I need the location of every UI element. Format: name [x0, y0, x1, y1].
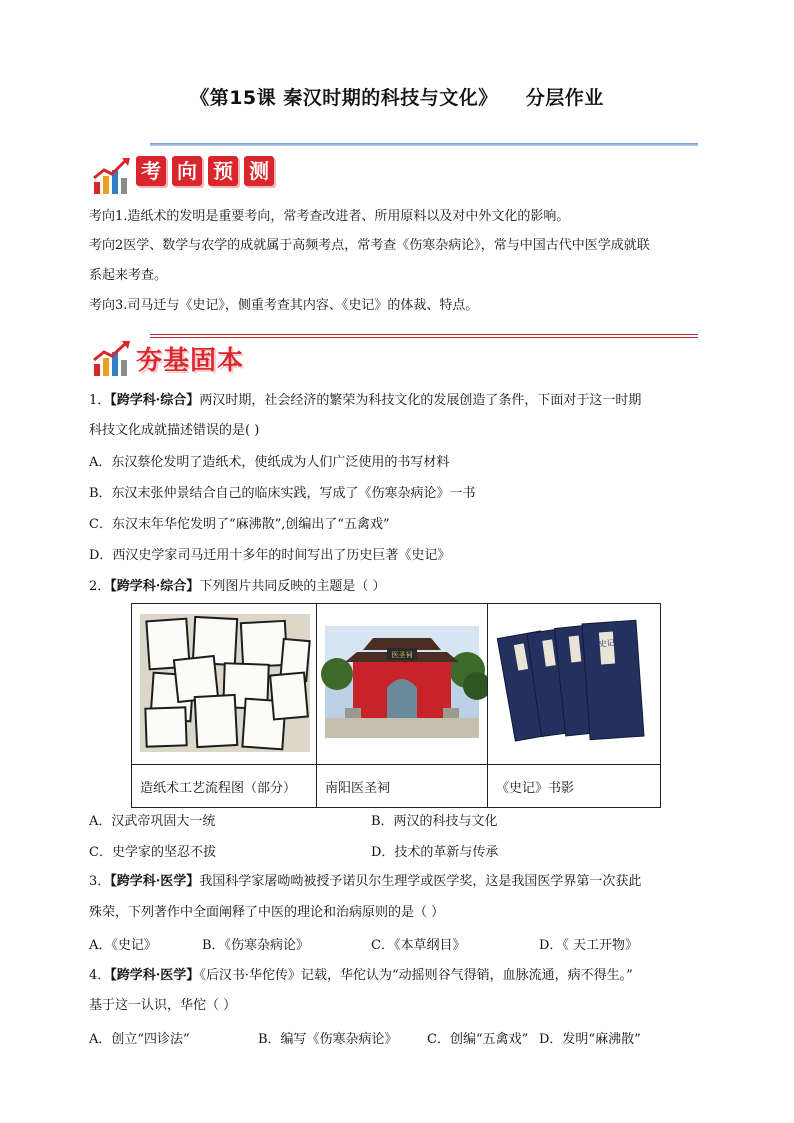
- book-title-text: 史记: [598, 638, 615, 649]
- q4-option-a: A．创立“四诊法”: [89, 1032, 190, 1047]
- title-sub: 分层作业: [525, 87, 604, 109]
- q4-stem-line1: 《后汉书·华佗传》记载，华佗认为“动摇则谷气得销，血脉流通，病不得生。”: [199, 968, 633, 983]
- q2-image-table: [131, 603, 661, 808]
- q1-option-b: B．东汉末张仲景结合自己的临床实践，写成了《伤寒杂病论》一书: [89, 486, 476, 501]
- badge-2: 向: [172, 156, 202, 186]
- badge-4: 测: [244, 156, 274, 186]
- q3-tag: 【跨学科·医学】: [110, 874, 200, 889]
- q2-stem: [89, 577, 709, 597]
- page-title: [0, 83, 794, 110]
- q3-stem-line1: 我国科学家屠呦呦被授予诺贝尔生理学或医学奖，这是我国医学界第一次获此: [199, 874, 642, 889]
- q3-option-a: A．《史记》: [89, 938, 157, 953]
- paper-sheets-illustration: [132, 604, 316, 760]
- q1-option-a: A．东汉蔡伦发明了造纸术，使纸成为人们广泛使用的书写材料: [89, 455, 450, 470]
- rising-chart-icon: [92, 340, 132, 378]
- q3-stem-line2: 殊荣，下列著作中全面阐释了中医的理论和治病原则的是（ ）: [89, 905, 445, 920]
- q4-stem: [89, 966, 709, 986]
- caption-shiji: 《史记》书影: [488, 765, 661, 808]
- q2-tag: 【跨学科·综合】: [110, 579, 200, 594]
- q2-option-c: C．史学家的坚忍不拔: [89, 845, 216, 860]
- rising-chart-icon: [92, 156, 132, 196]
- forecast-item-2-cont: 系起来考查。: [89, 268, 168, 283]
- badge-1: 考: [136, 156, 166, 186]
- q2-option-b: B．两汉的科技与文化: [371, 814, 498, 829]
- forecast-item-3: 考向3.司马迁与《史记》，侧重考查其内容、《史记》的体裁、特点。: [89, 298, 479, 313]
- q4-number: 4．: [89, 968, 111, 983]
- q1-stem: [89, 391, 709, 411]
- q4-stem-line2: 基于这一认识，华佗（ ）: [89, 998, 237, 1013]
- q2-option-d: D．技术的革新与传承: [371, 845, 499, 860]
- caption-temple: 南阳医圣祠: [317, 765, 488, 808]
- q2-stem-text: 下列图片共同反映的主题是（ ）: [199, 579, 386, 594]
- shiji-books-illustration: [488, 604, 660, 760]
- q1-option-d: D．西汉史学家司马迁用十多年的时间写出了历史巨著《史记》: [89, 548, 451, 563]
- caption-paper-process: 造纸术工艺流程图（部分）: [132, 765, 317, 808]
- temple-gate-illustration: [317, 604, 487, 760]
- q3-option-d: D．《 天工开物》: [539, 938, 639, 953]
- gate-plaque-text: 医圣祠: [391, 651, 413, 659]
- title-divider: [150, 143, 698, 146]
- q3-option-b: B．《伤寒杂病论》: [202, 938, 310, 953]
- section-header-basics: [92, 338, 352, 378]
- q1-number: 1．: [89, 393, 111, 408]
- q1-stem-line2: 科技文化成就描述错误的是( ): [89, 423, 260, 438]
- q2-number: 2．: [89, 579, 111, 594]
- q2-option-a: A．汉武帝巩固大一统: [89, 814, 216, 829]
- temple-image: [317, 604, 488, 765]
- badge-3: 预: [208, 156, 238, 186]
- section-title: 夯基固本: [136, 346, 245, 376]
- q3-number: 3．: [89, 874, 111, 889]
- q3-stem: [89, 872, 709, 892]
- q1-option-c: C．东汉末年华佗发明了“麻沸散”,创编出了“五禽戏”: [89, 517, 390, 532]
- q3-option-c: C．《本草纲目》: [371, 938, 466, 953]
- title-main: 《第15课 秦汉时期的科技与文化》: [190, 87, 498, 109]
- forecast-item-2: 考向2医学、数学与农学的成就属于高频考点，常考查《伤寒杂病论》，常与中国古代中医学成就联: [89, 238, 650, 253]
- paper-process-image: [132, 604, 317, 765]
- forecast-item-1: 考向1.造纸术的发明是重要考向，常考查改进者、所用原料以及对中外文化的影响。: [89, 209, 570, 224]
- section-header-forecast: [92, 152, 352, 196]
- q4-option-c: C．创编“五禽戏”: [427, 1032, 529, 1047]
- q1-stem-line1: 两汉时期，社会经济的繁荣为科技文化的发展创造了条件，下面对于这一时期: [199, 393, 642, 408]
- shiji-book-image: [488, 604, 661, 765]
- q4-tag: 【跨学科·医学】: [110, 968, 200, 983]
- q4-option-b: B．编写《伤寒杂病论》: [258, 1032, 398, 1047]
- q1-tag: 【跨学科·综合】: [110, 393, 200, 408]
- q4-option-d: D．发明“麻沸散”: [539, 1032, 641, 1047]
